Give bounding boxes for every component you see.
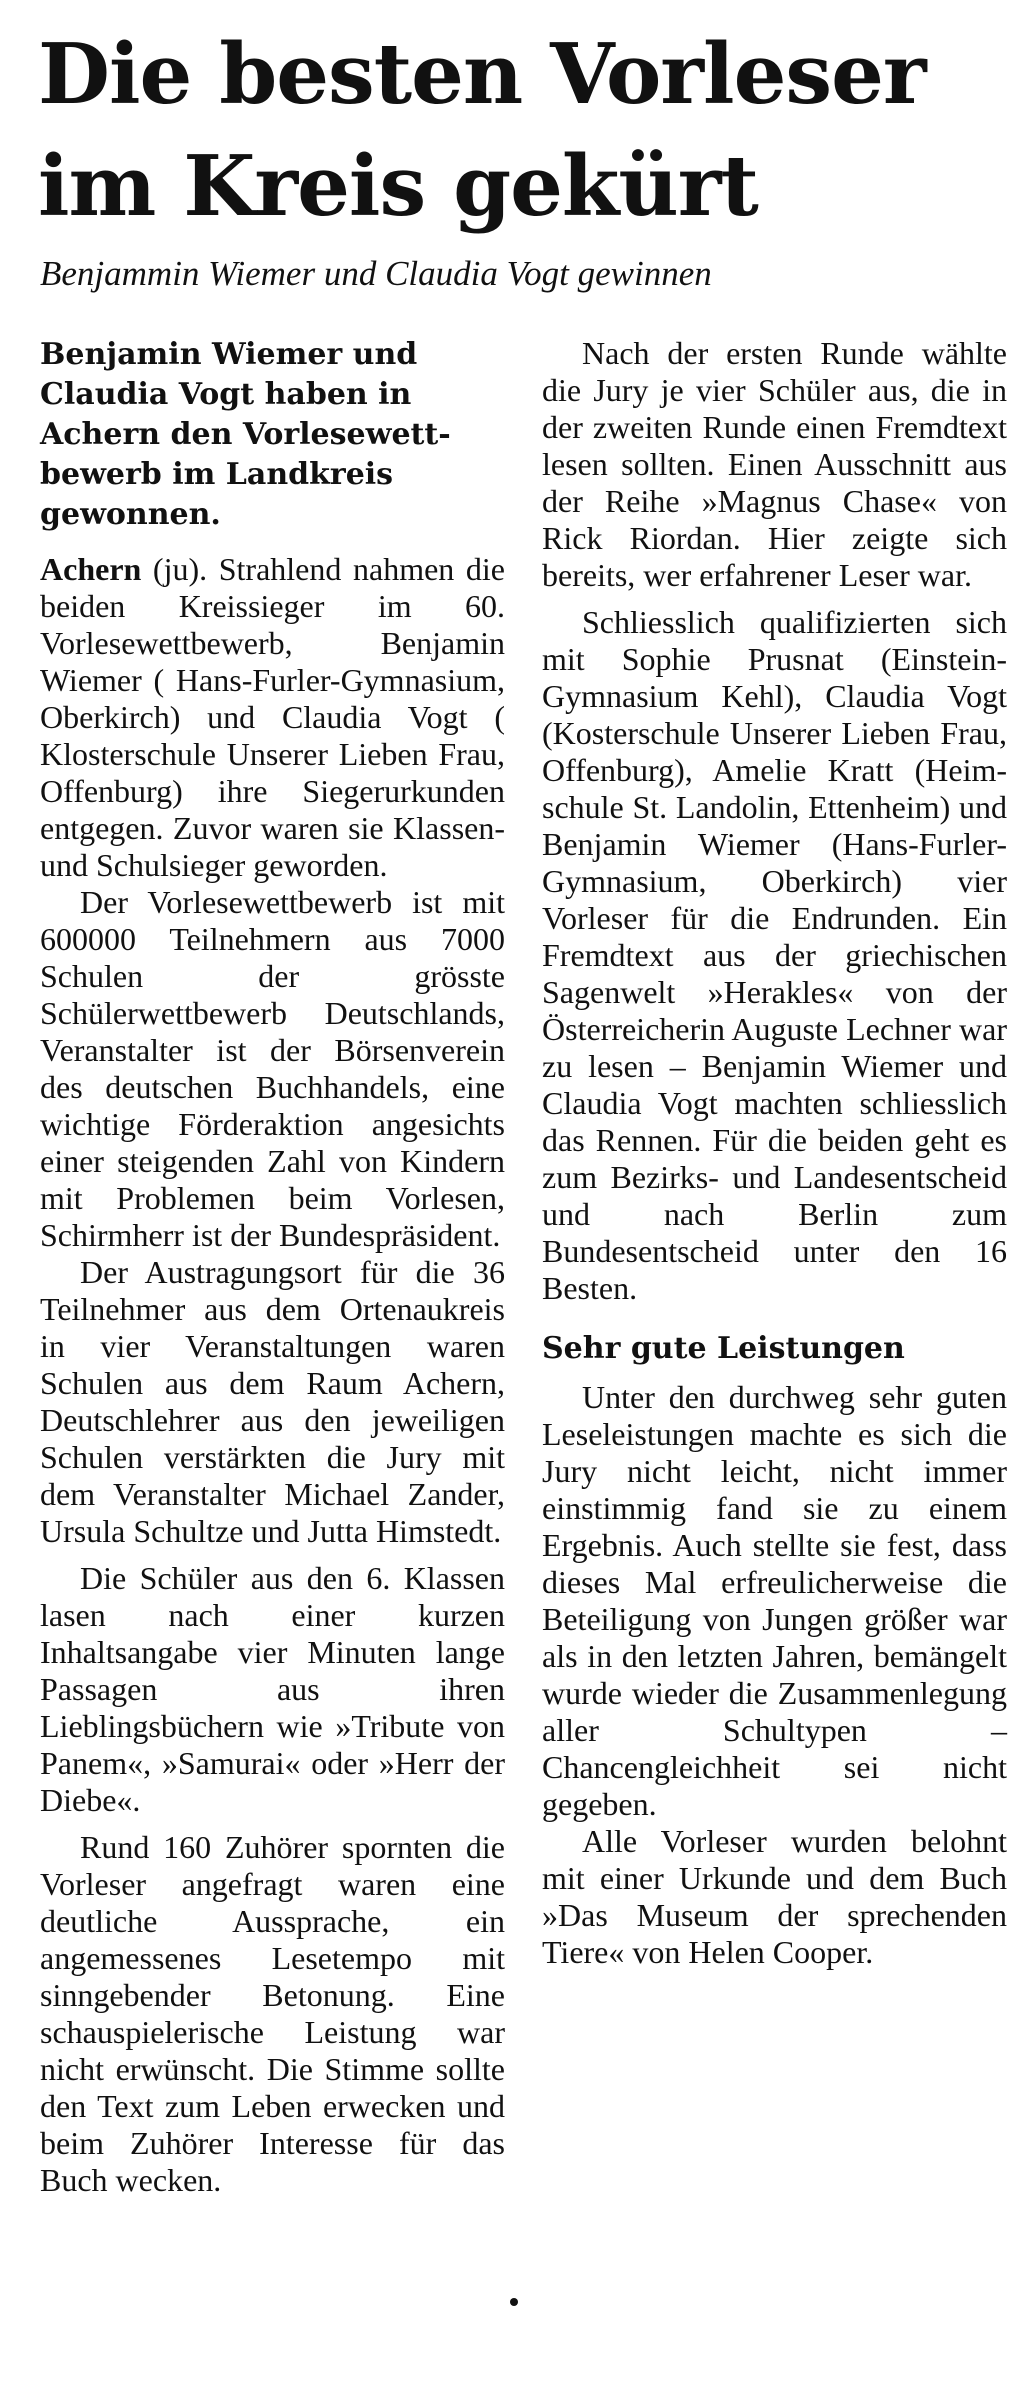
column-separator-dot (510, 2298, 518, 2306)
body-paragraph-4: Die Schüler aus den 6. Klassen lasen nach einer kurzen Inhaltsangabe vier Minuten lange Passagen aus ihren Lieblingsbüchern wie »Tribute von Panem«, »Samurai« oder »Herr der Diebe«. (40, 1560, 505, 1818)
dateline: Achern (40, 551, 142, 587)
headline: Die besten Vorleser im Kreis gekürt (38, 25, 926, 235)
lead-paragraph: Benjamin Wiemer und Claudia Vogt haben in Achern den Vorlesewettbewerb im Landkreis gewonnen. (40, 337, 451, 532)
body-paragraph-2: Der Vorlesewettbewerb ist mit 600000 Teilnehmern aus 7000 Schulen der grösste Schülerwettbewerb Deutschlands, Veranstalter ist der Börsenverein des deutschen Buchhandels, eine wichtige Förderaktion angesichts einer steigenden Zahl von Kindern mit Problemen beim Vorlesen, Schirmherr ist der Bundespräsident. (40, 884, 505, 1253)
body-paragraph-6: Nach der ersten Runde wählte die Jury je vier Schüler aus, die in der zweiten Runde einen Fremdtext lesen sollten. Einen Ausschnitt aus der Reihe »Magnus Chase« von Rick Riordan. Hier zeigte sich bereits, wer erfahrener Leser war. (542, 335, 1007, 593)
body-paragraph-3: Der Austragungsort für die 36 Teilnehmer aus dem Ortenaukreis in vier Veranstaltungen waren Schulen aus dem Raum Achern, Deutschlehrer aus den jeweiligen Schulen verstärkten die Jury mit dem Veranstalter Michael Zander, Ursula Schultze und Jutta Himstedt. (40, 1254, 505, 1549)
body-paragraph-1-text: (ju). Strahlend nahmen die beiden Kreissieger im 60. Vorlesewettbewerb, Benjamin Wiemer ( Hans-Furler-Gymnasium, Oberkirch) und Claudia Vogt ( Klosterschule Unserer Lieben Frau, Offenburg) ihre Siegerurkunden entgegen. Zuvor waren sie Klassen- und Schulsieger geworden. (40, 551, 505, 883)
subheadline: Benjammin Wiemer und Claudia Vogt gewinnen (40, 254, 712, 293)
body-paragraph-8: Unter den durchweg sehr guten Leseleistungen machte es sich die Jury nicht leicht, nicht immer einstimmig fand sie zu einem Ergebnis. Auch stellte sie fest, dass dieses Mal erfreulicherweise die Beteiligung von Jungen größer war als in den letzten Jahren, bemängelt wurde wieder die Zusammenlegung aller Schultypen – Chancengleichheit sei nicht gegeben. (542, 1379, 1007, 1822)
body-paragraph-5: Rund 160 Zuhörer spornten die Vorleser angefragt waren eine deutliche Aussprache, ein angemessenes Lesetempo mit sinngebender Betonung. Eine schauspielerische Leistung war nicht erwünscht. Die Stimme sollte den Text zum Leben erwecken und beim Zuhörer Interesse für das Buch wecken. (40, 1829, 505, 2198)
column-right (542, 335, 1007, 1971)
column-left (40, 335, 505, 2199)
body-paragraph-7: Schliesslich qualifizierten sich mit Sophie Prusnat (Einstein-Gymnasium Kehl), Claudia Vogt (Kosterschule Unserer Lieben Frau, Offenburg), Amelie Kratt (Heimschule St. Landolin, Ettenheim) und Benjamin Wiemer (Hans-Furler-Gymnasium, Oberkirch) vier Vorleser für die Endrunden. Ein Fremdtext aus der griechischen Sagenwelt »Herakles« von der Österreicherin Auguste Lechner war zu lesen – Benjamin Wiemer und Claudia Vogt machten schliesslich das Rennen. Für die beiden geht es zum Bezirks- und Landesentscheid und nach Berlin zum Bundesentscheid unter den 16 Besten. (542, 604, 1007, 1306)
body-paragraph-1 (40, 551, 505, 884)
section-heading: Sehr gute Leistungen (542, 1331, 905, 1366)
body-paragraph-9: Alle Vorleser wurden belohnt mit einer Urkunde und dem Buch »Das Museum der sprechenden Tiere« von Helen Cooper. (542, 1823, 1007, 1970)
